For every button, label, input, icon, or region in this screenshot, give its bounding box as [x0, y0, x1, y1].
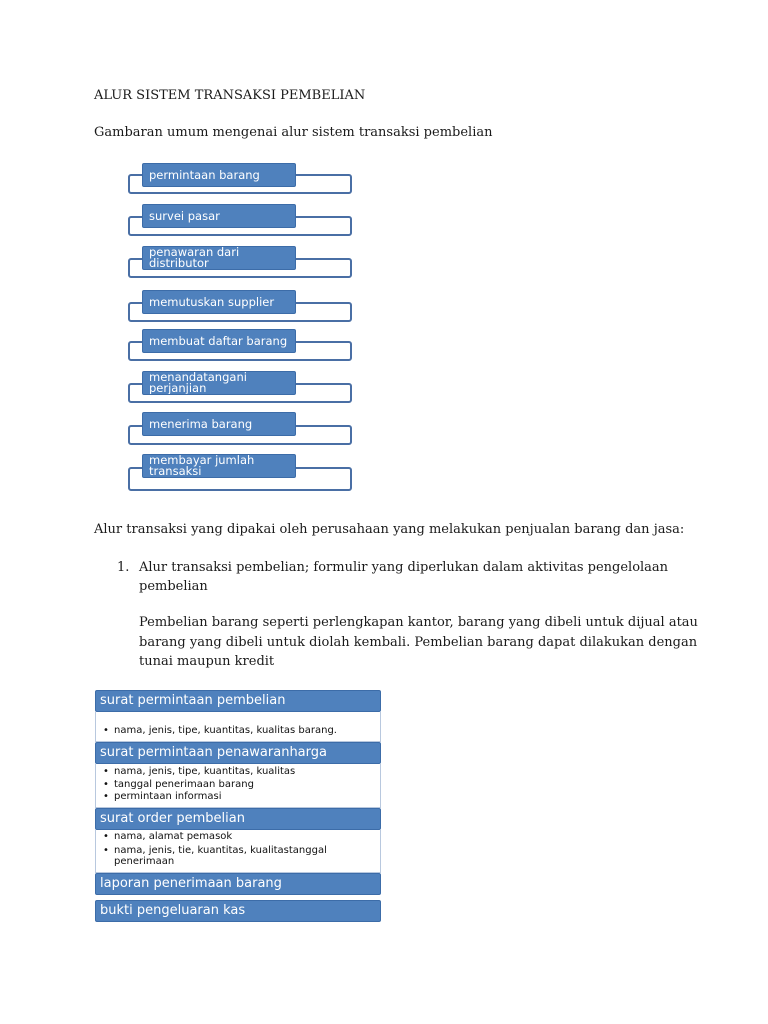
list-item: • nama, jenis, tie, kuantitas, kualitastanggal penerimaan [103, 844, 327, 867]
list-item: • permintaan informasi [103, 791, 222, 802]
transaction-paragraph: Alur transaksi yang dipakai oleh perusahaan yang melakukan penjualan barang dan jasa: [94, 522, 685, 537]
flow-step-memutuskan-supplier: memutuskan supplier [142, 290, 296, 314]
doc-body-surat-permintaan-pembelian [95, 712, 381, 742]
doc-body-surat-permintaan-penawaranharga [95, 764, 381, 808]
list-item: • nama, alamat pemasok [103, 831, 233, 842]
list-item-1-line-2: pembelian [139, 579, 208, 594]
doc-body-surat-order-pembelian [95, 830, 381, 873]
page-title: ALUR SISTEM TRANSAKSI PEMBELIAN [94, 88, 366, 103]
flow-step-permintaan-barang: permintaan barang [142, 163, 296, 187]
flow-step-membayar-transaksi: membayar jumlah transaksi [142, 454, 296, 478]
body-paragraph-line-3: tunai maupun kredit [139, 654, 275, 669]
body-paragraph-line-2: barang yang dibeli untuk diolah kembali. Pembelian barang dapat dilakukan dengan [139, 635, 698, 650]
list-item: • nama, jenis, tipe, kuantitas, kualitas [103, 766, 296, 777]
intro-text: Gambaran umum mengenai alur sistem transaksi pembelian [94, 125, 493, 140]
flow-step-menerima-barang: menerima barang [142, 412, 296, 436]
doc-header-surat-permintaan-penawaranharga: surat permintaan penawaranharga [95, 742, 381, 764]
flow-step-membuat-daftar-barang: membuat daftar barang [142, 329, 296, 353]
body-paragraph-line-1: Pembelian barang seperti perlengkapan kantor, barang yang dibeli untuk dijual atau [139, 615, 698, 630]
flow-step-penawaran-distributor: penawaran dari distributor [142, 246, 296, 270]
flow-step-survei-pasar: survei pasar [142, 204, 296, 228]
doc-header-surat-order-pembelian: surat order pembelian [95, 808, 381, 830]
flow-step-menandatangani-perjanjian: menandatangani perjanjian [142, 371, 296, 395]
list-item: • nama, jenis, tipe, kuantitas, kualitas barang. [103, 725, 337, 736]
list-number-1: 1. [117, 560, 130, 575]
doc-header-surat-permintaan-pembelian: surat permintaan pembelian [95, 690, 381, 712]
doc-header-laporan-penerimaan-barang: laporan penerimaan barang [95, 873, 381, 895]
list-item: • tanggal penerimaan barang [103, 778, 254, 790]
list-item-1-line-1: Alur transaksi pembelian; formulir yang diperlukan dalam aktivitas pengelolaan [139, 560, 669, 575]
doc-header-bukti-pengeluaran-kas: bukti pengeluaran kas [95, 900, 381, 922]
